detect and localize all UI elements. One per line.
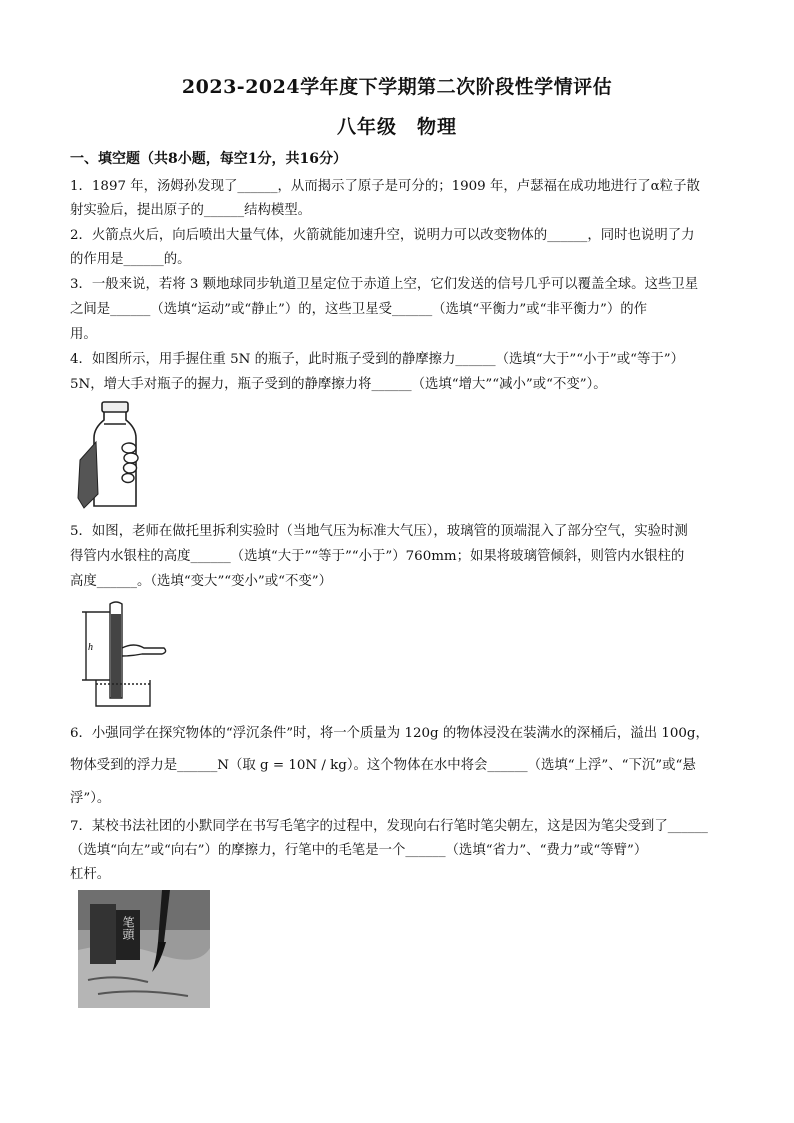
q3-line-2: 之间是______（选填“运动”或“静止”）的，这些卫星受______（选填“平衡力”或“非平衡力”）的作	[70, 302, 647, 317]
q1-line-1: 1．1897 年，汤姆孙发现了______，从而揭示了原子是可分的；1909 年，卢瑟福在成功地进行了α粒子散	[70, 179, 700, 194]
q7-line-1: 7．某校书法社团的小默同学在书写毛笔字的过程中，发现向右行笔时笔尖朝左，这是因为笔尖受到了______	[70, 819, 708, 834]
q7-line-2: （选填“向左”或“向右”）的摩擦力，行笔中的毛笔是一个______（选填“省力”、“费力”或“等臂”）	[70, 843, 648, 858]
q2-line-1: 2．火箭点火后，向后喷出大量气体，火箭就能加速升空，说明力可以改变物体的______，同时也说明了力	[70, 228, 695, 243]
q6-line-1: 6．小强同学在探究物体的“浮沉条件”时，将一个质量为 120g 的物体浸没在装满水的深桶后，溢出 100g，	[70, 726, 709, 741]
section-heading: 一、填空题（共8小题，每空1分，共16分）	[70, 151, 347, 167]
q5-line-3: 高度______。（选填“变大”“变小”或“不变”）	[70, 574, 333, 589]
q6-line-3: 浮”）。	[70, 791, 111, 806]
height-label: h	[88, 642, 93, 653]
q5-line-1: 5．如图，老师在做托里拆利实验时（当地气压为标准大气压），玻璃管的顶端混入了部分空气，实验时测	[70, 524, 688, 539]
q6-line-2: 物体受到的浮力是______N（取 g = 10N / kg）。这个物体在水中将会______（选填“上浮”、“下沉”或“悬	[70, 758, 696, 773]
q1-line-2: 射实验后，提出原子的______结构模型。	[70, 203, 312, 218]
torricelli-tube-figure	[78, 598, 178, 710]
q5-line-2: 得管内水银柱的高度______（选填“大于”“等于”“小于”）760mm；如果将玻璃管倾斜，则管内水银柱的	[70, 549, 685, 564]
brush-label-text: 笔頭	[121, 916, 135, 940]
exam-subtitle: 八年级 物理	[336, 116, 457, 138]
q4-line-2: 5N，增大手对瓶子的握力，瓶子受到的静摩擦力将______（选填“增大”“减小”或“不变”）。	[70, 377, 607, 392]
brush-writing-photo	[78, 890, 210, 1008]
exam-title: 2023-2024学年度下学期第二次阶段性学情评估	[181, 76, 613, 98]
q4-line-1: 4．如图所示，用手握住重 5N 的瓶子，此时瓶子受到的静摩擦力______（选填“大于”“小于”或“等于”）	[70, 352, 684, 367]
q3-line-1: 3．一般来说，若将 3 颗地球同步轨道卫星定位于赤道上空，它们发送的信号几乎可以覆盖全球。这些卫星	[70, 277, 699, 292]
bottle-in-hand-figure	[74, 398, 150, 512]
q3-line-3: 用。	[70, 327, 97, 342]
q2-line-2: 的作用是______的。	[70, 252, 191, 267]
q7-line-3: 杠杆。	[70, 867, 111, 882]
